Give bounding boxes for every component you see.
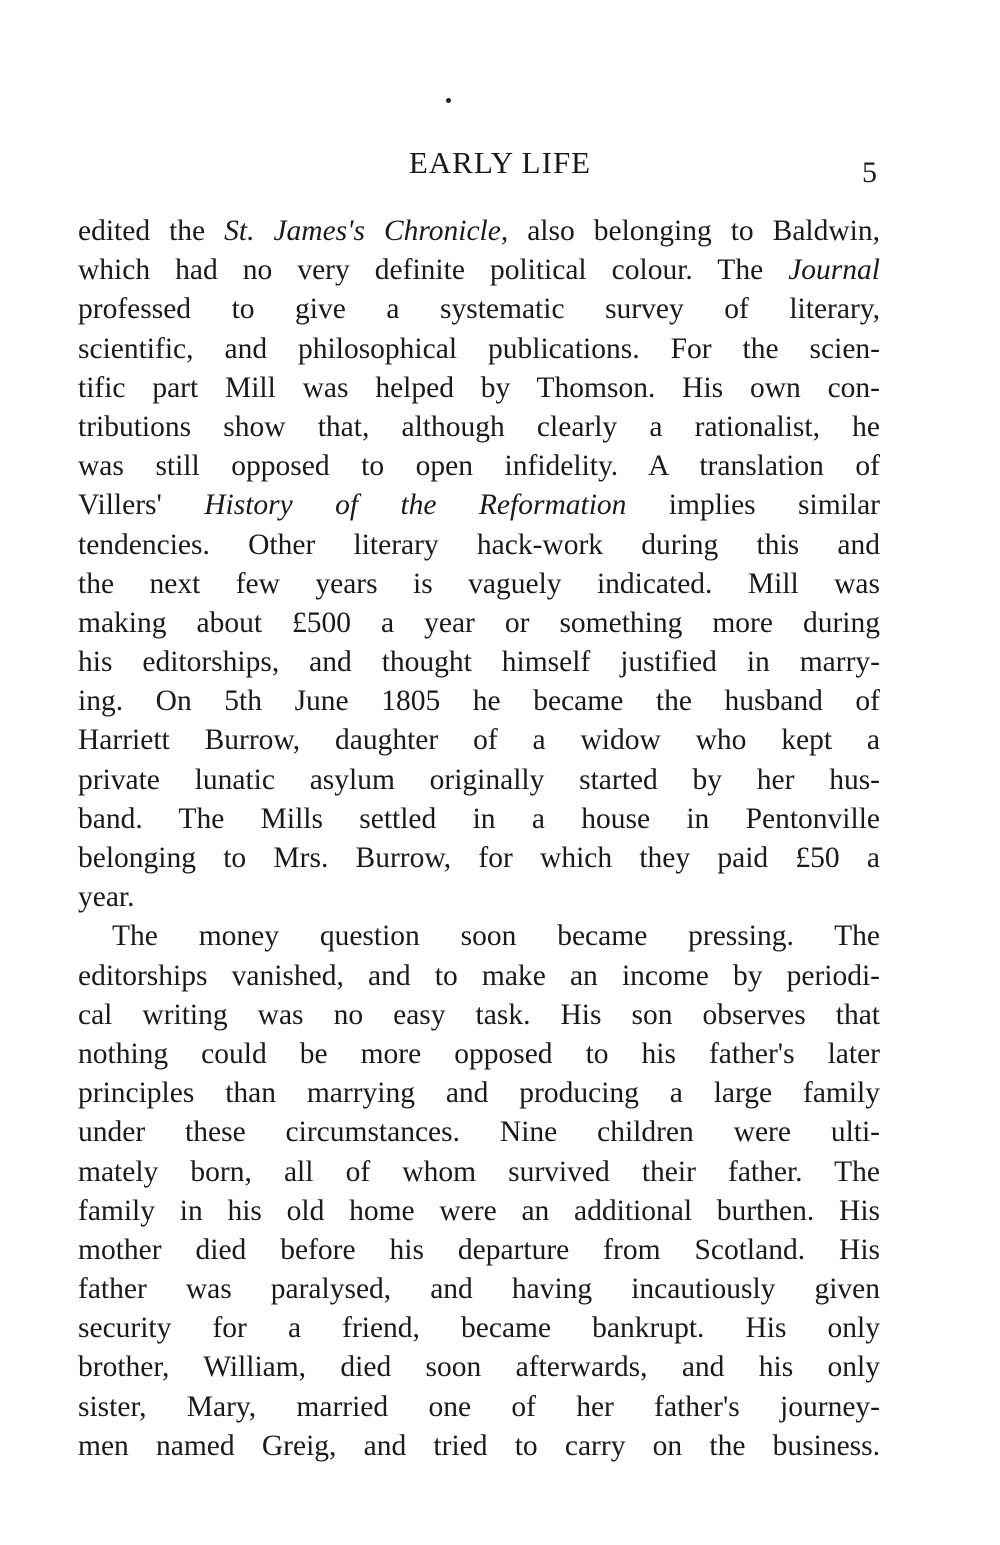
text-segment: family in his old home were an additional burthen. His: [78, 1194, 880, 1227]
text-segment: father was paralysed, and having incautiously given: [78, 1273, 880, 1306]
text-segment: scientific, and philosophical publications. For the scien-: [78, 332, 880, 365]
text-segment: sister, Mary, married one of her father's journey-: [78, 1390, 880, 1423]
text-segment: tributions show that, although clearly a rationalist, he: [78, 410, 880, 443]
text-line: [78, 486, 880, 525]
text-segment: mately born, all of whom survived their father. The: [78, 1155, 880, 1188]
text-segment: belonging to Mrs. Burrow, for which they paid £50 a: [78, 842, 880, 874]
text-segment: Villers': [78, 489, 205, 522]
text-segment: principles than marrying and producing a large family: [78, 1077, 880, 1110]
italic-title: St. James's Chronicle: [224, 215, 501, 247]
text-line: [78, 957, 880, 996]
text-line: [78, 1074, 880, 1113]
text-line: [78, 1113, 880, 1152]
text-line: [78, 996, 880, 1035]
text-segment: band. The Mills settled in a house in Pentonville: [78, 802, 880, 835]
text-segment: mother died before his departure from Scotland. His: [78, 1233, 880, 1266]
body-text: [78, 212, 880, 1466]
text-line: [78, 369, 880, 408]
text-line: [78, 721, 880, 760]
text-line: [78, 878, 880, 917]
text-line: [78, 682, 880, 721]
text-line: [78, 643, 880, 682]
text-line: [78, 290, 880, 329]
text-segment: the next few years is vaguely indicated. Mill was: [78, 567, 880, 600]
text-segment: was still opposed to open infidelity. A translation of: [78, 450, 880, 483]
text-segment: The money question soon became pressing. The: [112, 920, 880, 953]
text-line: [78, 917, 880, 956]
text-segment: Harriett Burrow, daughter of a widow who kept a: [78, 724, 880, 757]
text-segment: , also belonging to Baldwin,: [500, 215, 880, 247]
text-line: [78, 1035, 880, 1074]
text-segment: implies similar: [626, 489, 880, 522]
text-segment: making about £500 a year or something more during: [78, 606, 880, 639]
text-line: [78, 251, 880, 290]
text-line: [78, 1348, 880, 1387]
text-line: [78, 526, 880, 565]
text-segment: men named Greig, and tried to carry on the business.: [78, 1429, 880, 1462]
text-line: [78, 447, 880, 486]
text-segment: professed to give a systematic survey of literary,: [78, 293, 880, 326]
page-number: 5: [862, 156, 877, 189]
text-line: [78, 1427, 880, 1466]
text-segment: cal writing was no easy task. His son observes that: [78, 998, 880, 1031]
text-segment: which had no very definite political colour. The: [78, 254, 789, 287]
text-segment: nothing could be more opposed to his father's later: [78, 1037, 880, 1070]
text-line: [78, 604, 880, 643]
scan-speck: [446, 98, 451, 103]
text-line: [78, 212, 880, 251]
text-segment: his editorships, and thought himself justified in marry-: [78, 646, 880, 679]
text-segment: brother, William, died soon afterwards, and his only: [78, 1351, 880, 1384]
text-line: [78, 565, 880, 604]
text-line: [78, 408, 880, 447]
text-segment: security for a friend, became bankrupt. His only: [78, 1312, 880, 1345]
text-segment: edited the: [78, 215, 225, 247]
text-segment: tific part Mill was helped by Thomson. His own con-: [78, 371, 880, 404]
text-line: [78, 839, 880, 878]
text-segment: tendencies. Other literary hack-work during this and: [78, 528, 880, 561]
text-line: [78, 1309, 880, 1348]
text-line: [78, 1231, 880, 1270]
italic-title: History of the Reformation: [204, 489, 627, 522]
text-line: [78, 1192, 880, 1231]
text-segment: year.: [78, 881, 135, 914]
text-segment: under these circumstances. Nine children were ulti-: [78, 1116, 880, 1149]
text-line: [78, 761, 880, 800]
text-segment: private lunatic asylum originally started by her hus-: [78, 763, 880, 796]
running-header: EARLY LIFE: [408, 145, 592, 180]
italic-title: Journal: [788, 254, 880, 287]
text-line: [78, 800, 880, 839]
text-line: [78, 1388, 880, 1427]
text-line: [78, 1153, 880, 1192]
text-segment: ing. On 5th June 1805 he became the husband of: [78, 685, 880, 718]
text-segment: editorships vanished, and to make an income by periodi-: [78, 959, 880, 992]
text-line: [78, 330, 880, 369]
text-line: [78, 1270, 880, 1309]
